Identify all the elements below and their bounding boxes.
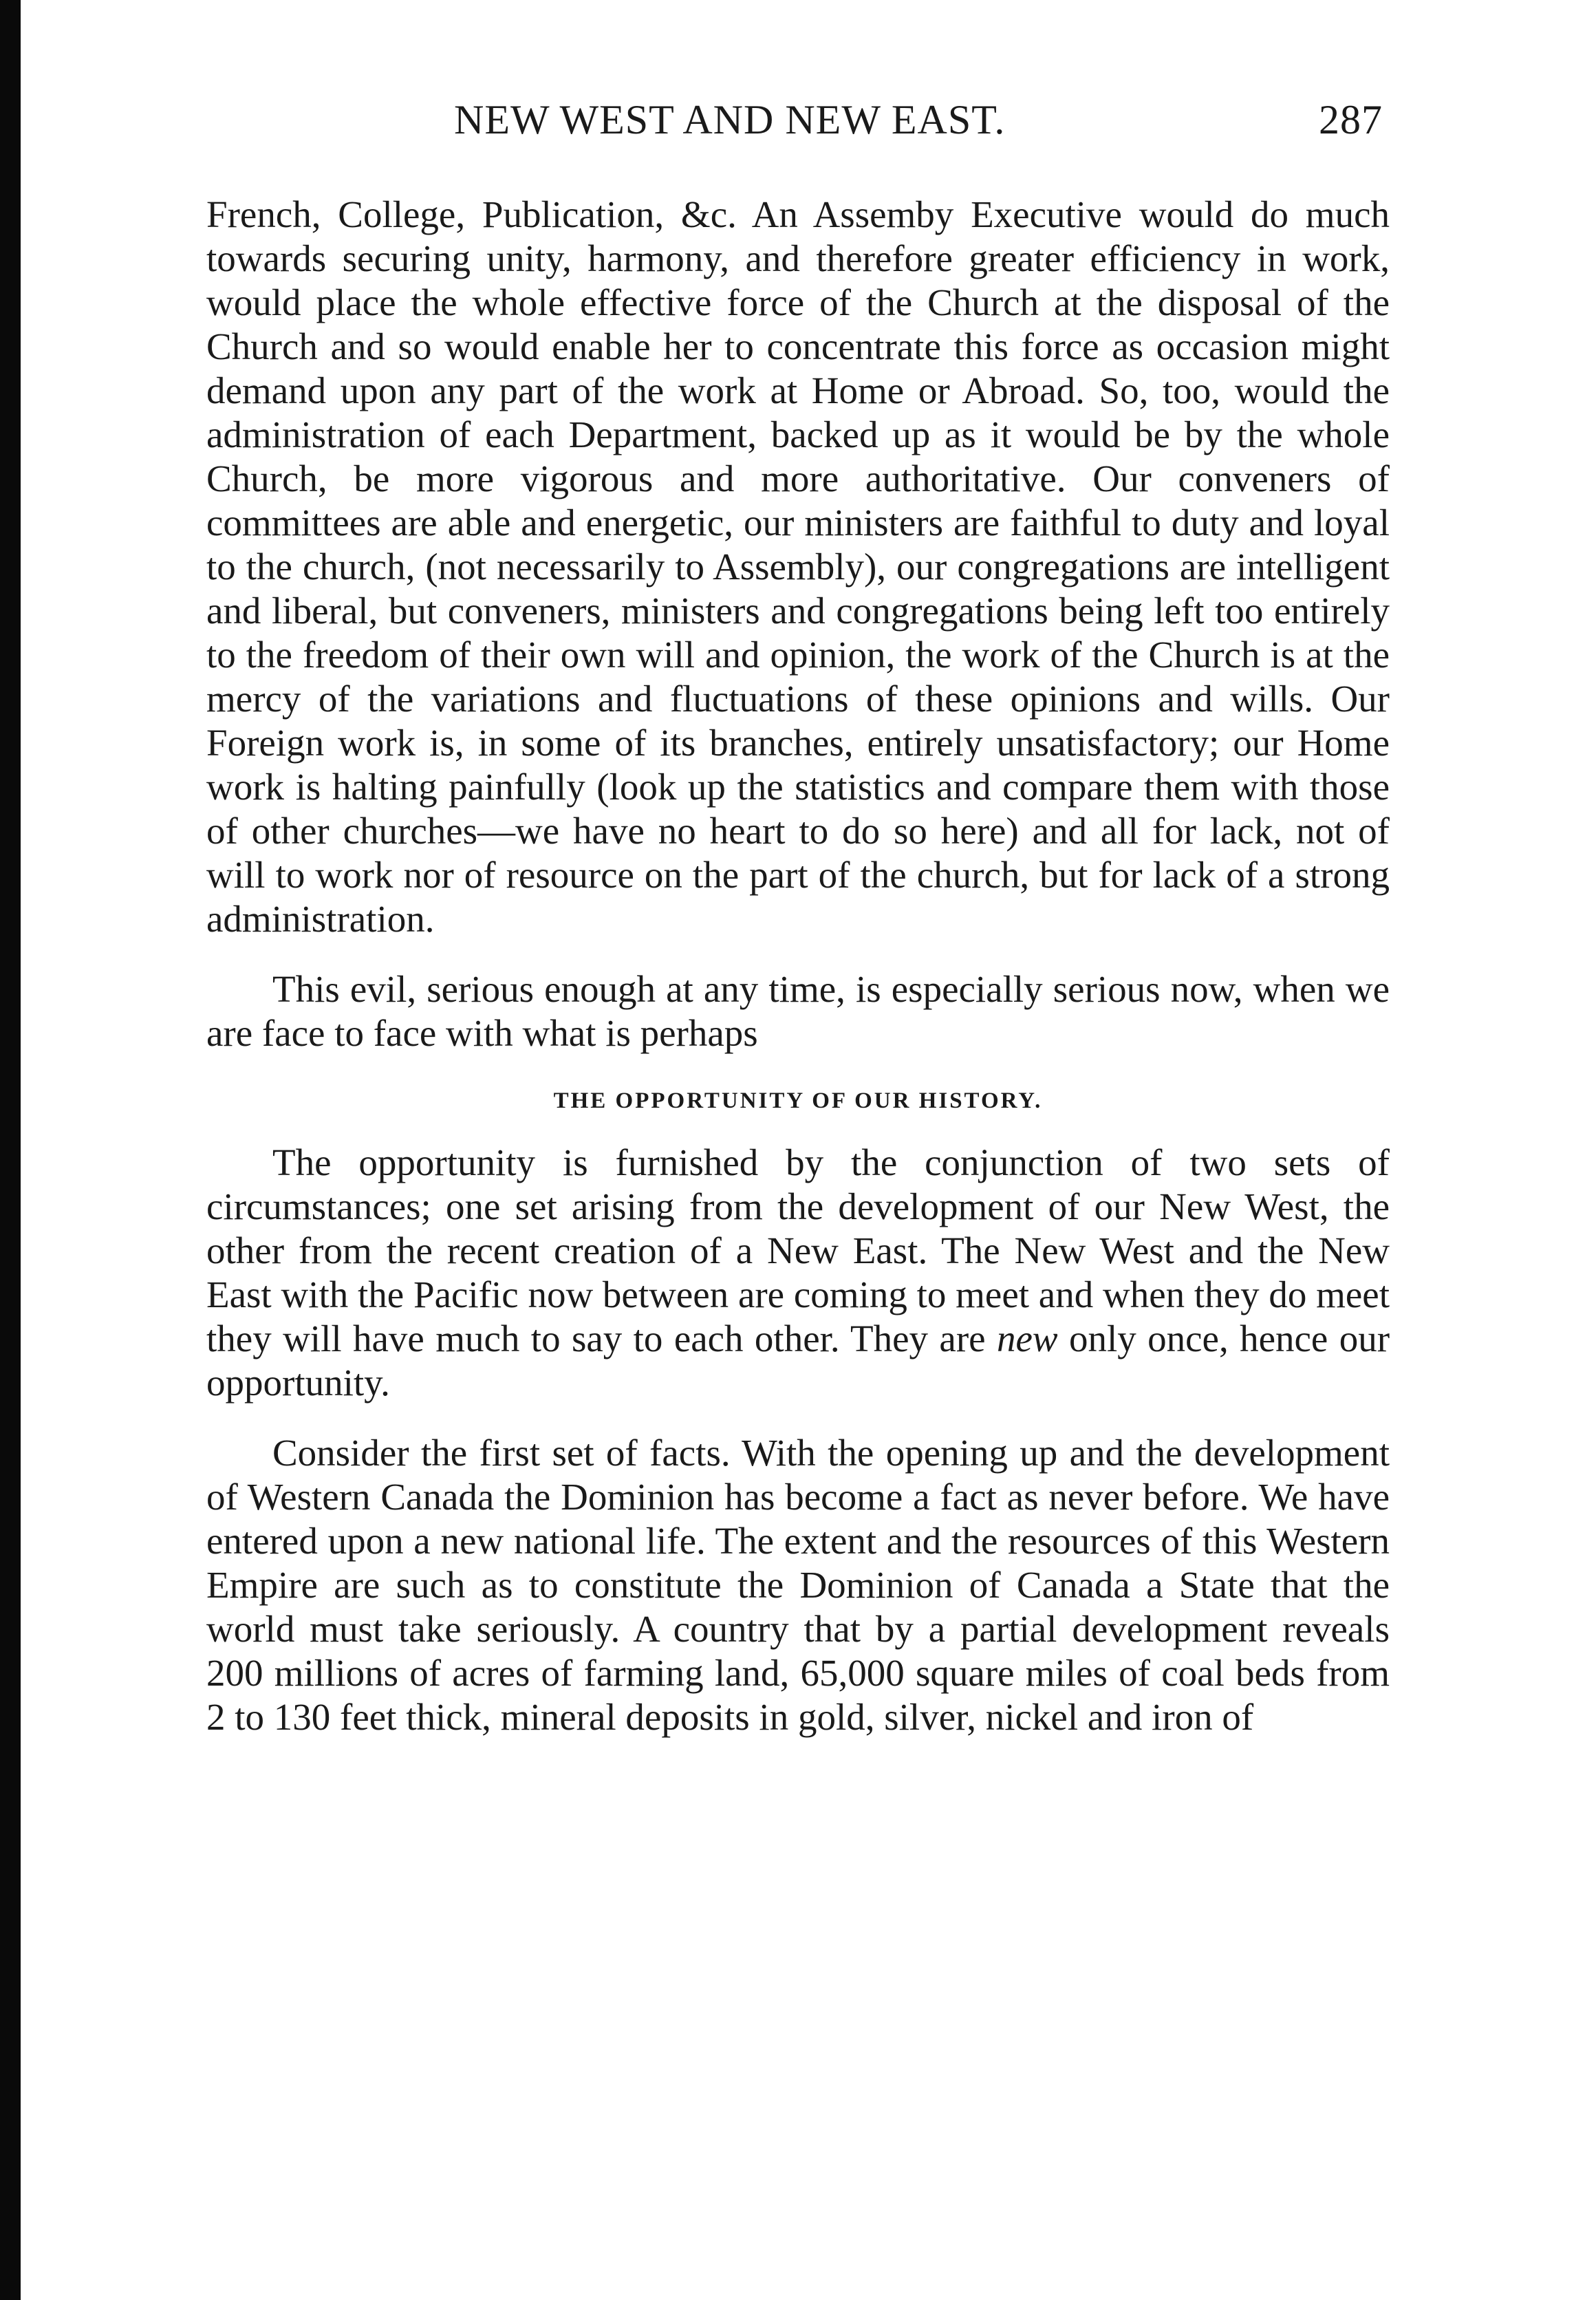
- body-text: [206, 193, 1390, 1739]
- running-head: [206, 89, 1390, 151]
- emphasis-new: new: [996, 1318, 1058, 1359]
- paragraph-opportunity-text: The opportunity is furnished by the conjunction of two sets of circumstances; one set arising from the development of our New West, the other from the recent creation of a New East. The New West and the New East with the Pacific now between are coming to meet and when they do meet they will have much to say to each other. They are: [206, 1141, 1390, 1359]
- paragraph-evil: This evil, serious enough at any time, is especially serious now, when we are face to face with what is perhaps: [206, 968, 1390, 1054]
- section-heading: THE OPPORTUNITY OF OUR HISTORY.: [553, 1088, 1043, 1113]
- running-title: NEW WEST AND NEW EAST.: [454, 97, 1006, 142]
- paragraph-first-facts: Consider the first set of facts. With the opening up and the development of Western Canada the Dominion has become a fact as never before. We have entered upon a new national life. The extent and the resources of this Western Empire are such as to constitute the Dominion of Canada a State that the world must take seriously. A country that by a partial development reveals 200 millions of acres of farming land, 65,000 square miles of coal beds from 2 to 130 feet thick, mineral deposits in gold, silver, nickel and iron of: [206, 1432, 1390, 1738]
- page-number: 287: [1319, 97, 1383, 142]
- book-page: [206, 89, 1390, 1739]
- paragraph-opportunity: [206, 1141, 1390, 1405]
- binding-edge: [0, 0, 21, 2300]
- paragraph-continued: French, College, Publication, &c. An Assemby Executive would do much towards securing unity, harmony, and therefore greater efficiency in work, would place the whole effective force of the Church at the disposal of the Church and so would enable her to concentrate this force as occasion might demand upon any part of the work at Home or Abroad. So, too, would the administration of each Department, backed up as it would be by the whole Church, be more vigorous and more authoritative. Our conveners of committees are able and energetic, our ministers are faithful to duty and loyal to the church, (not necessarily to Assembly), our congregations are intelligent and liberal, but conveners, ministers and congregations being left too entirely to the freedom of their own will and opinion, the work of the Church is at the mercy of the variations and fluctuations of these opinions and wills. Our Foreign work is, in some of its branches, entirely unsatisfactory; our Home work is halting painfully (look up the statistics and compare them with those of other churches—we have no heart to do so here) and all for lack, not of will to work nor of resource on the part of the church, but for lack of a strong administration.: [206, 193, 1390, 940]
- paragraph-opportunity-end: only once, hence our opportunity.: [206, 1318, 1390, 1404]
